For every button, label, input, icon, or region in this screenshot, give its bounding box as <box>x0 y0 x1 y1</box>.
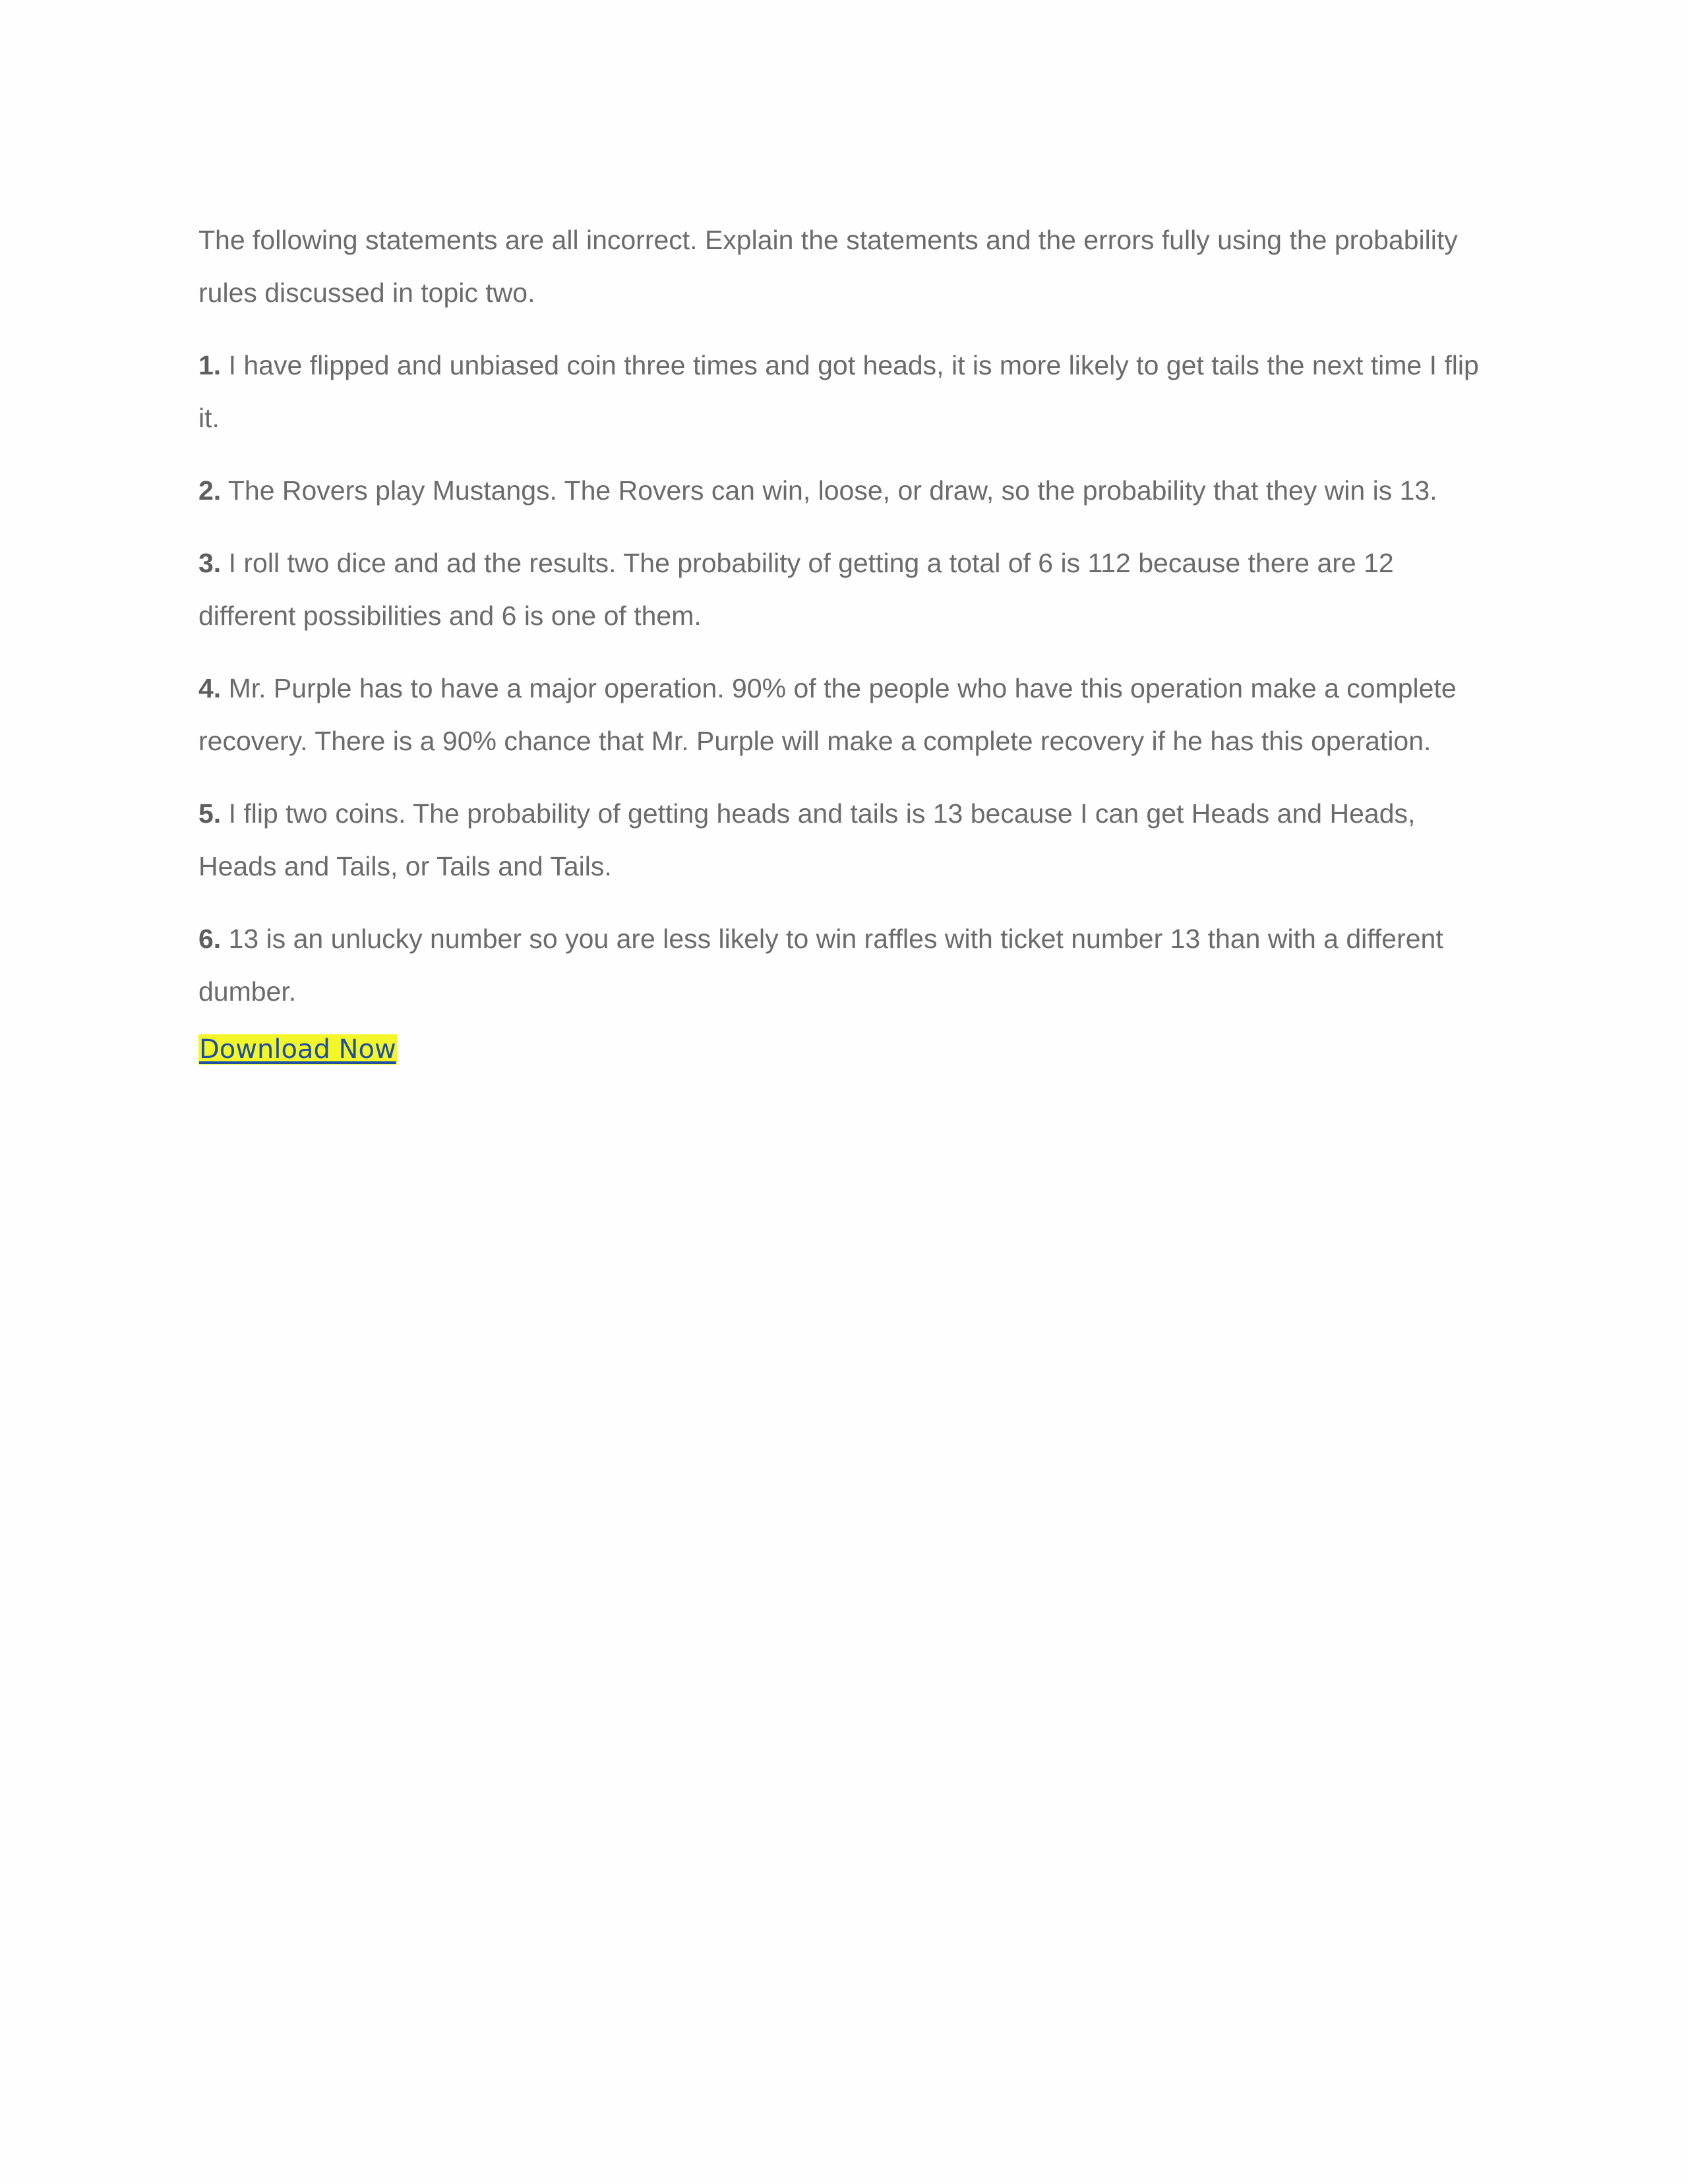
statement-text: The Rovers play Mustangs. The Rovers can win, loose, or draw, so the probability that they win is 13. <box>221 475 1437 506</box>
statement-number: 2. <box>198 475 222 506</box>
statement-1 <box>198 339 1497 444</box>
intro-paragraph: The following statements are all incorrect. Explain the statements and the errors fully using the probability rules discussed in topic two. <box>198 225 1458 308</box>
statement-3 <box>198 537 1497 642</box>
document-body <box>198 214 1497 1073</box>
statement-number: 4. <box>198 673 222 703</box>
statement-text: 13 is an unlucky number so you are less likely to win raffles with ticket number 13 than with a different dumber. <box>198 924 1443 1007</box>
statement-6 <box>198 912 1497 1018</box>
download-now-link[interactable]: Download Now <box>199 1034 396 1065</box>
statement-2 <box>198 464 1497 517</box>
statement-number: 1. <box>198 350 222 380</box>
statement-5 <box>198 787 1497 893</box>
statement-4 <box>198 662 1497 767</box>
statement-number: 5. <box>198 798 222 829</box>
statement-text: Mr. Purple has to have a major operation. 90% of the people who have this operation make a complete recovery. There is a 90% chance that Mr. Purple will make a complete recovery if he has this operation. <box>198 673 1457 756</box>
statement-number: 3. <box>198 548 222 578</box>
statement-text: I have flipped and unbiased coin three times and got heads, it is more likely to get tails the next time I flip it. <box>198 350 1479 433</box>
statement-text: I flip two coins. The probability of getting heads and tails is 13 because I can get Heads and Heads, Heads and Tails, or Tails and Tails. <box>198 798 1416 881</box>
download-link-container <box>198 1026 1497 1073</box>
statement-text: I roll two dice and ad the results. The probability of getting a total of 6 is 112 because there are 12 different possibilities and 6 is one of them. <box>198 548 1394 631</box>
statement-number: 6. <box>198 924 222 954</box>
